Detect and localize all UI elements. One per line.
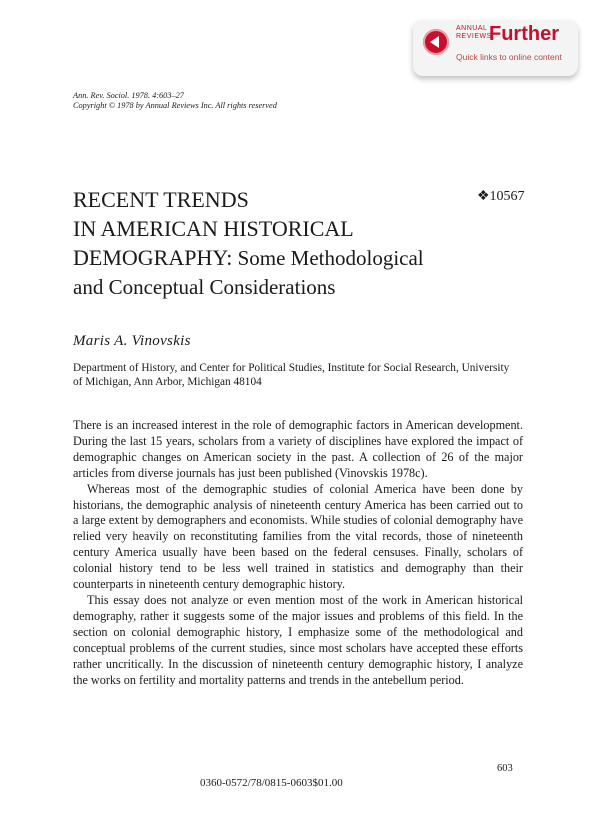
further-banner[interactable] xyxy=(413,20,578,76)
citation xyxy=(73,91,277,111)
title-line-1: RECENT TRENDS xyxy=(73,187,249,212)
title-line-3-main: DEMOGRAPHY: xyxy=(73,245,233,270)
banner-brand xyxy=(456,25,492,41)
citation-line-2: Copyright © 1978 by Annual Reviews Inc. All rights reserved xyxy=(73,101,277,110)
brand-line-2: REVIEWS xyxy=(456,33,492,40)
paragraph-3: This essay does not analyze or even mention most of the work in American historical demography, rather it suggests some of the major issues and problems of this field. In the section on colonial demographic history, I emphasize some of the methodological and conceptual problems of the current studies, since most scholars have accepted these efforts rather uncritically. In the discussion of nineteenth century demographic history, I analyze the works on fertility and mortality patterns and trends in the antebellum period. xyxy=(73,592,523,687)
title-line-3-sub: Some Methodological xyxy=(232,246,424,270)
title-line-2: IN AMERICAN HISTORICAL xyxy=(73,216,354,241)
article-body xyxy=(73,418,523,688)
page-number: 603 xyxy=(497,763,513,774)
paragraph-2: Whereas most of the demographic studies of colonial America have been done by historians, the demographic analysis of nineteenth century America has been carried out to a large extent by demographers and economists. While studies of colonial demography have relied very heavily on reconstituting families from the vital records, those of nineteenth century America usually have been based on the federal censuses. Finally, scholars of colonial history tend to be less well trained in statistics and demography than their counterparts in nineteenth century demographic history. xyxy=(73,481,523,592)
footer-code: 0360-0572/78/0815-0603$01.00 xyxy=(200,777,343,789)
banner-title[interactable]: Further xyxy=(489,23,559,45)
citation-line-1: Ann. Rev. Sociol. 1978. 4:603–27 xyxy=(73,91,184,100)
brand-line-1: ANNUAL xyxy=(456,25,488,32)
article-code: ❖10567 xyxy=(477,189,525,204)
annual-reviews-logo-icon xyxy=(423,29,449,55)
paragraph-1: There is an increased interest in the role of demographic factors in American development. During the last 15 years, scholars from a variety of disciplines have explored the impact of demographic changes on American society in the past. A collection of 26 of the major articles from diverse journals has just been published (Vinovskis 1978c). xyxy=(73,418,523,480)
title-line-3 xyxy=(73,243,533,273)
author-affiliation: Department of History, and Center for Political Studies, Institute for Social Research, University of Michigan, Ann Arbor, Michigan 48104 xyxy=(73,362,510,388)
author-name: Maris A. Vinovskis xyxy=(73,333,191,349)
title-line-4: and Conceptual Considerations xyxy=(73,275,336,299)
article-title xyxy=(73,185,533,302)
banner-tagline[interactable]: Quick links to online content xyxy=(456,52,562,62)
